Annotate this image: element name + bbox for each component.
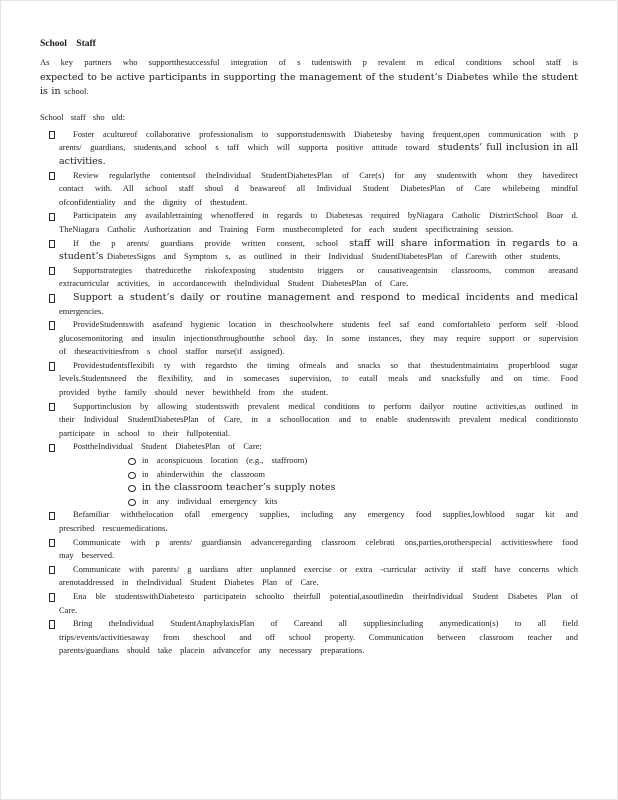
bullet-text: Foster acultureof collaborative professionalism to supportstudentswith Diabetesby having frequent,open communication with p arents/ guardians, students,and school s taff which will supporta positive attitude toward [59,128,578,153]
list-heading: School staff sho uld: [40,111,125,122]
bullet-text: If the p arents/ guardians provide written consent, school [73,237,350,248]
bullet-text: Communicate with parents/ g uardians after unplanned exercise or extra -curricular activity if staff have concerns which arenotaddressed in theIndividual Student Diabetes Plan of Care. [59,563,578,588]
bullet-text: Providestudentsflexibili ty with regardsto the timing ofmeals and snacks so that thestudentmaintains properblood sugar levels.Studentsneed the flexibility, and in somecases supervision, to eatall meals and snacksfully and on time. Food provided bythe family should never bewithheld from the student. [59,359,578,398]
list-item [40,209,578,236]
sub-bullet-text: in abinderwithin the classroom [142,468,266,479]
square-bullet-icon [49,172,55,181]
bullet-text: PosttheIndividual Student DiabetesPlan of Care: [73,441,262,452]
bullet-text: Supportinclusion by allowing studentswith prevalent medical conditions to perform dailyor routine activities,as outlined in their Individual StudentDiabetesPlan of Care, in a schoollocation and to enable studentswith prevalent medical conditionsto participate in school to their fullpotential. [59,400,578,438]
intro-tail-text: school. [64,86,89,97]
sub-list-item [59,468,578,482]
staff-duties-list [40,128,578,658]
intro-emphasis-text: expected to be active participants in supporting the management of the student’s Diabetes while the student is in [40,71,578,98]
list-item [40,617,578,658]
list-item [40,128,578,169]
list-item [40,169,578,210]
square-bullet-icon [49,566,55,575]
bullet-text: ProvideStudentswith asafeand hygienic location in theschoolwhere students feel saf eand comfortableto perform self -blood glucosemonitoring and insulin injectionsthroughoutthe school day. In some instances, they may require support or supervision of theseactivitiesfrom s chool staffor nurse(if assigned). [59,319,578,357]
square-bullet-icon [49,593,55,602]
list-item [40,536,578,563]
square-bullet-icon [49,321,55,330]
square-bullet-icon [49,539,55,548]
bullet-text: Communicate with p arents/ guardiansin advanceregarding classroom celebrati ons,parties,orotherspecial activitieswhere food may beserved. [59,536,578,561]
intro-lead-text: As key partners who supportthesuccessful integration of s tudentswith p revalent m edical conditions school staff is [40,57,578,67]
list-item [40,590,578,617]
list-item [40,563,578,590]
sub-bullet-emphasis-text: in the classroom teacher’s supply notes [142,482,336,494]
square-bullet-icon [49,294,55,303]
square-bullet-icon [49,444,55,453]
bullet-text: Review regularlythe contentsof theIndividual StudentDiabetesPlan of Care(s) for any studentwith whom they havedirect contact with. All school staff shoul d beawareof all Individual Student DiabetesPlan of Care whilebeing mindful ofconfidentiality and the dignity of thestudent. [59,169,578,207]
list-item [40,318,578,359]
bullet-emphasis-text: Support a student’s daily or routine management and respond to medical incidents and medical [73,291,578,303]
sub-list-item [59,481,578,495]
plan-posting-sublist [59,454,578,508]
list-item [40,291,578,318]
list-item [40,400,578,441]
list-item [40,359,578,400]
bullet-emphasis-text: students’ full inclusion in all activities. [59,142,578,167]
list-item [40,237,578,264]
square-bullet-icon [49,213,55,222]
sub-bullet-text: in aconspicuous location (e.g., staffroom) [142,455,308,466]
list-item [40,508,578,535]
sub-bullet-text: in any individual emergency kits [142,495,278,506]
bullet-text: emergencies. [59,305,104,316]
square-bullet-icon [49,267,55,276]
circle-bullet-icon [128,458,136,465]
square-bullet-icon [49,403,55,412]
square-bullet-icon [49,512,55,521]
sub-list-item [59,495,578,509]
list-item [40,440,578,508]
page-title: School Staff [40,39,96,49]
square-bullet-icon [49,131,55,140]
square-bullet-icon [49,362,55,371]
bullet-text: Participatein any availabletraining whenoffered in regards to Diabetesas required byNiagara Catholic DistrictSchool Boar d. TheNiagara Catholic Authorization and Training Form mustbecompleted for each student specifictraining session. [59,210,578,234]
bullet-emphasis-text: staff will share information in regards to a student’s [59,237,578,263]
circle-bullet-icon [128,472,136,479]
intro-paragraph [40,55,578,99]
circle-bullet-icon [128,499,136,506]
bullet-text: Ena ble studentswithDiabetesto participatein schoolto theirfull potential,asoutlinedin theirIndividual Student Diabetes Plan of Care. [59,590,578,615]
bullet-text: DiabetesSigns and Symptom s, as outlined in their Individual StudentDiabetesPlan of Carewith other students. [106,251,561,262]
bullet-text: Bring theIndividual StudentAnaphylaxisPlan of Careand all suppliesincluding anymedication(s) to all field trips/events/activitiesaway from theschool and off school property. Communication between classroom teacher and parents/guardians should take placein advancefor any necessary preparations. [59,618,578,656]
list-item [40,264,578,291]
square-bullet-icon [49,240,55,249]
bullet-text: Befamiliar withthelocation ofall emergency supplies, including any emergency food supplies,lowblood sugar kit and prescribed rescuemedications. [59,509,578,533]
circle-bullet-icon [128,485,136,492]
bullet-text: Supportstrategies thatreducethe riskofexposing studentsto triggers or causativeagentsin classrooms, common areasand extracurricular activities, in accordancewith theIndividual Student DiabetesPlan of Care. [59,264,578,289]
square-bullet-icon [49,620,55,629]
sub-list-item [59,454,578,468]
